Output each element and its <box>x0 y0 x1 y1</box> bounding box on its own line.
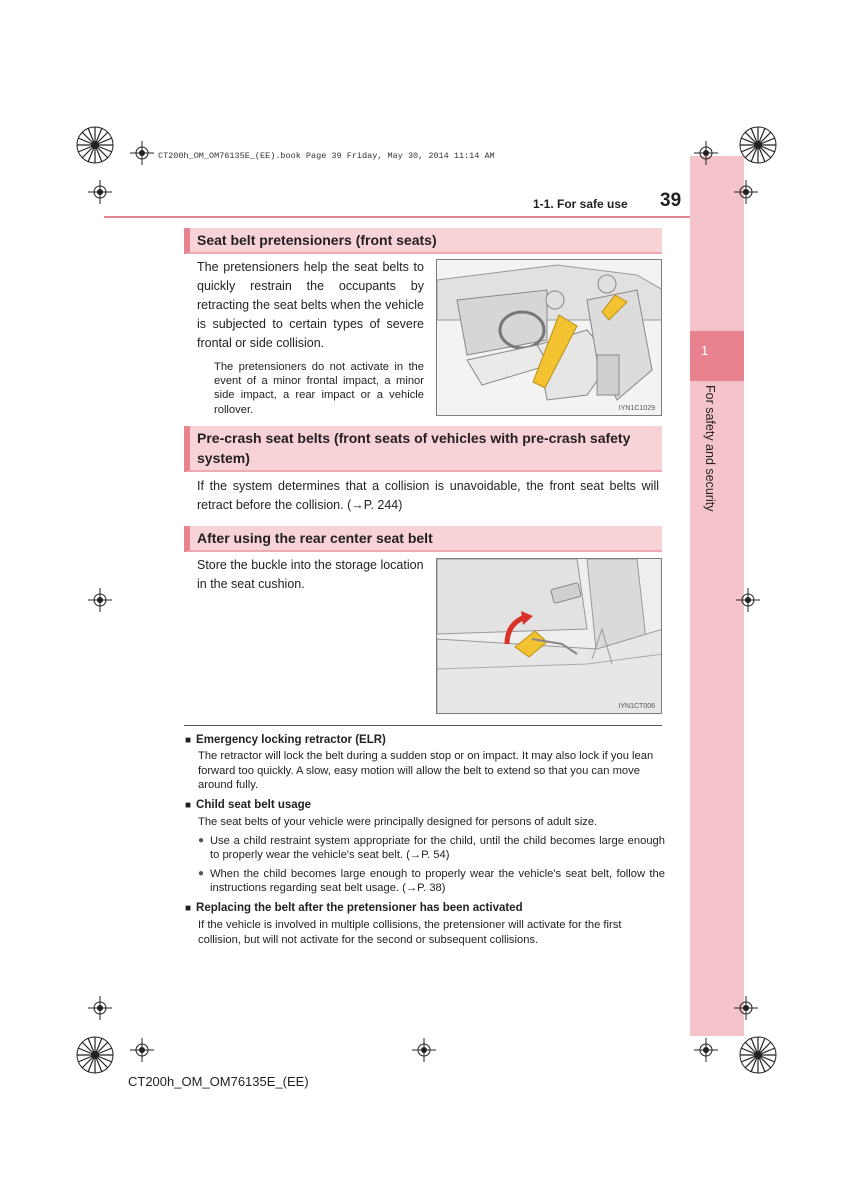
registration-rosette-icon <box>75 125 115 165</box>
crosshair-icon <box>734 996 758 1020</box>
note-heading: Child seat belt usage <box>196 799 312 811</box>
list-item <box>198 834 665 863</box>
note-item <box>185 799 665 896</box>
breadcrumb: 1-1. For safe use <box>533 197 628 211</box>
rear-seat-drawing <box>437 559 662 714</box>
crosshair-icon <box>734 180 758 204</box>
circle-bullet-icon: ● <box>198 867 205 879</box>
registration-rosette-icon <box>738 125 778 165</box>
note-text: If the vehicle is involved in multiple collisions, the pretensioner will activate for the first collision, but will not activate for the second or subsequent collisions. <box>198 919 622 946</box>
square-bullet-icon: ■ <box>185 903 192 914</box>
list-item <box>198 867 665 896</box>
chapter-number: 1 <box>701 343 709 358</box>
note-heading: Replacing the belt after the pretensioner has been activated <box>196 902 523 914</box>
section-body: If the system determines that a collision is unavoidable, the front seat belts will retract before the collision. (→P. 244) <box>197 479 659 512</box>
registration-rosette-icon <box>738 1035 778 1075</box>
header-rule <box>104 216 690 218</box>
crosshair-icon <box>412 1038 436 1062</box>
rear-seat-buckle-illustration <box>436 558 662 714</box>
notes-divider <box>184 725 662 726</box>
note-item <box>185 734 665 793</box>
list-item-text: When the child becomes large enough to properly wear the vehicle's seat belt, follow the instructions regarding seat belt usage. (→P. 38) <box>210 867 665 894</box>
registration-rosette-icon <box>75 1035 115 1075</box>
section-heading: Seat belt pretensioners (front seats) <box>184 228 662 254</box>
note-item <box>185 902 665 947</box>
circle-bullet-icon: ● <box>198 834 205 846</box>
section-body: Store the buckle into the storage location in the seat cushion. <box>197 558 424 591</box>
section-note: The pretensioners do not activate in the event of a minor frontal impact, a minor side impact, a rear impact or a vehicle rollover. <box>214 361 424 416</box>
note-text: The retractor will lock the belt during a sudden stop or on impact. It may also lock if you lean forward too quickly. A slow, easy motion will allow the belt to extend so that you can move around fully. <box>198 750 654 791</box>
square-bullet-icon: ■ <box>185 800 192 811</box>
section-heading: Pre-crash seat belts (front seats of vehicles with pre-crash safety system) <box>184 426 662 472</box>
crosshair-icon <box>694 1038 718 1062</box>
crosshair-icon <box>694 141 718 165</box>
print-header: CT200h_OM_OM76135E_(EE).book Page 39 Friday, May 30, 2014 11:14 AM <box>158 151 495 161</box>
note-heading: Emergency locking retractor (ELR) <box>196 734 386 746</box>
crosshair-icon <box>130 1038 154 1062</box>
crosshair-icon <box>88 996 112 1020</box>
section-heading: After using the rear center seat belt <box>184 526 662 552</box>
crosshair-icon <box>88 180 112 204</box>
crosshair-icon <box>130 141 154 165</box>
list-item-text: Use a child restraint system appropriate for the child, until the child becomes large enough to properly wear the vehicle's seat belt. (→P. 54) <box>210 834 665 861</box>
footer-code: CT200h_OM_OM76135E_(EE) <box>128 1074 309 1089</box>
crosshair-icon <box>736 588 760 612</box>
square-bullet-icon: ■ <box>185 735 192 746</box>
page-number: 39 <box>660 190 682 211</box>
figure-code: IYN1CT006 <box>618 703 655 710</box>
chapter-number-box <box>690 331 744 381</box>
pretensioner-illustration <box>436 259 662 416</box>
figure-code: IYN1C1029 <box>618 405 655 412</box>
chapter-title: For safety and security <box>703 385 717 512</box>
section-body: The pretensioners help the seat belts to quickly restrain the occupants by retracting the seat belts when the vehicle is subjected to certain types of severe frontal or side collision. <box>197 260 424 350</box>
note-text: The seat belts of your vehicle were principally designed for persons of adult size. <box>198 816 598 828</box>
crosshair-icon <box>88 588 112 612</box>
car-interior-drawing <box>437 260 662 416</box>
